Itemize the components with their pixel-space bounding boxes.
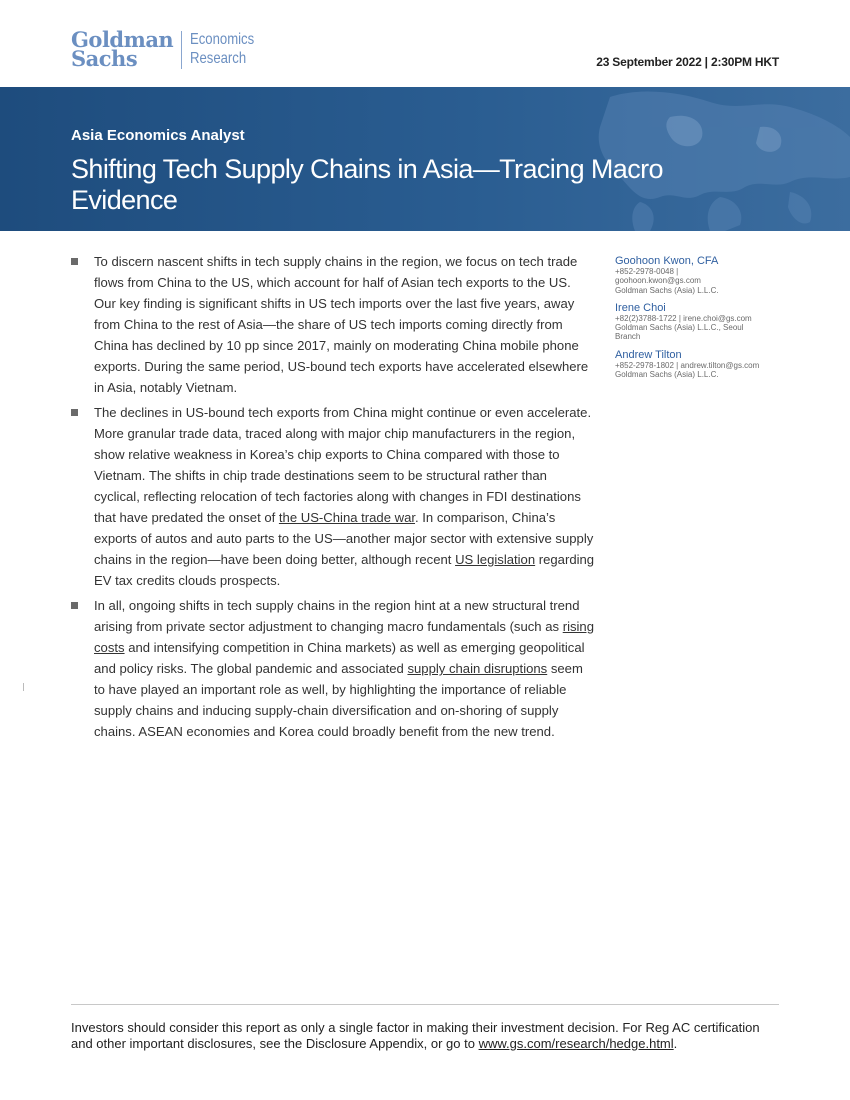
author-card [615, 255, 790, 295]
logo-line-research: Research [190, 50, 247, 67]
logo-line-goldman: Goldman [71, 27, 174, 52]
author-contact[interactable]: +82(2)3788-1722 | irene.choi@gs.com [615, 313, 752, 323]
author-affiliation: Goldman Sachs (Asia) L.L.C., Seoul [615, 323, 744, 333]
author-name: Andrew Tilton [615, 348, 682, 361]
logo-line-economics: Economics [190, 31, 255, 48]
bullet-square-icon [71, 258, 78, 265]
logo-divider [181, 31, 182, 69]
bullet-square-icon [71, 409, 78, 416]
disclosure-period: . [673, 1036, 678, 1051]
link-rising-costs[interactable]: rising costs [94, 619, 594, 655]
author-affiliation-cont: Branch [615, 332, 641, 342]
bullet-text: . In comparison, China’s exports of autos and auto parts to the US—another major sector with extensive supply chains in the region—have been doing better, although recent [94, 510, 594, 567]
disclosure-text: Investors should consider this report as only a single factor in making their investment decision. For Reg AC certification and other important disclosures, see the Disclosure Appendix, or go to [71, 1020, 760, 1051]
disclosure-footer [71, 1020, 771, 1052]
bullet-item [71, 402, 596, 591]
disclosure-link[interactable]: www.gs.com/research/hedge.html [478, 1036, 674, 1051]
bullet-text: In all, ongoing shifts in tech supply chains in the region hint at a new structural trend arising from private sector adjustment to changing macro fundamentals (such as [94, 598, 580, 634]
summary-bullets [71, 251, 596, 746]
bullet-text: and intensifying competition in China markets) as well as emerging geopolitical and policy risks. The global pandemic and associated [94, 640, 585, 676]
author-affiliation: Goldman Sachs (Asia) L.L.C. [615, 370, 719, 380]
logo [71, 27, 268, 71]
logo-goldman-sachs [71, 27, 174, 71]
report-date: 23 September 2022 | 2:30PM HKT [596, 55, 779, 69]
author-card [615, 349, 790, 380]
margin-tick [23, 683, 24, 691]
authors-panel [615, 255, 790, 386]
logo-line-sachs: Sachs [71, 46, 138, 71]
footer-divider [71, 1004, 779, 1005]
bullet-text: The declines in US-bound tech exports from China might continue or even accelerate. More granular trade data, traced along with major chip manufacturers in the region, show relative weakness in Korea’s chip exports to China compared with those to Vietnam. The shifts in chip trade destinations seem to be structural rather than cyclical, reflecting relocation of tech factories along with changes in FDI destinations that have predated the onset of [94, 405, 592, 525]
author-name: Goohoon Kwon, CFA [615, 255, 719, 267]
bullet-text: To discern nascent shifts in tech supply chains in the region, we focus on tech trade flows from China to the US, which account for half of Asian tech exports to the US. Our key finding is significant shifts in US tech imports over the last five years, away from China to the rest of Asia—the share of US tech imports coming directly from China has declined by 10 pp since 2017, mainly on moderating China mobile phone exports. During the same period, US-bound tech exports have accelerated elsewhere in Asia, notably Vietnam. [94, 254, 589, 395]
report-title: Shifting Tech Supply Chains in Asia—Tracing Macro Evidence [71, 154, 663, 215]
author-card [615, 302, 790, 342]
series-name: Asia Economics Analyst [71, 127, 245, 144]
link-us-china-trade-war[interactable]: the US-China trade war [278, 510, 416, 525]
link-supply-chain-disruptions[interactable]: supply chain disruptions [407, 661, 548, 676]
logo-economics-research [190, 30, 254, 68]
bullet-item [71, 251, 596, 398]
bullet-square-icon [71, 602, 78, 609]
author-phone: +852-2978-0048 | [615, 267, 679, 276]
author-contact[interactable]: +852-2978-1802 | andrew.tilton@gs.com [615, 360, 760, 370]
bullet-item [71, 595, 596, 742]
title-banner [0, 87, 850, 231]
author-email[interactable]: goohoon.kwon@gs.com [615, 276, 701, 286]
author-affiliation: Goldman Sachs (Asia) L.L.C. [615, 285, 719, 295]
bullet-text: seem to have played an important role as well, by highlighting the importance of reliable supply chains and inducing supply-chain diversification and on-shoring of supply chains. ASEAN economies and Korea could broadly benefit from the new trend. [94, 661, 583, 739]
link-us-legislation[interactable]: US legislation [455, 552, 536, 567]
author-name: Irene Choi [615, 301, 666, 314]
bullet-text: regarding EV tax credits clouds prospects. [94, 552, 595, 588]
